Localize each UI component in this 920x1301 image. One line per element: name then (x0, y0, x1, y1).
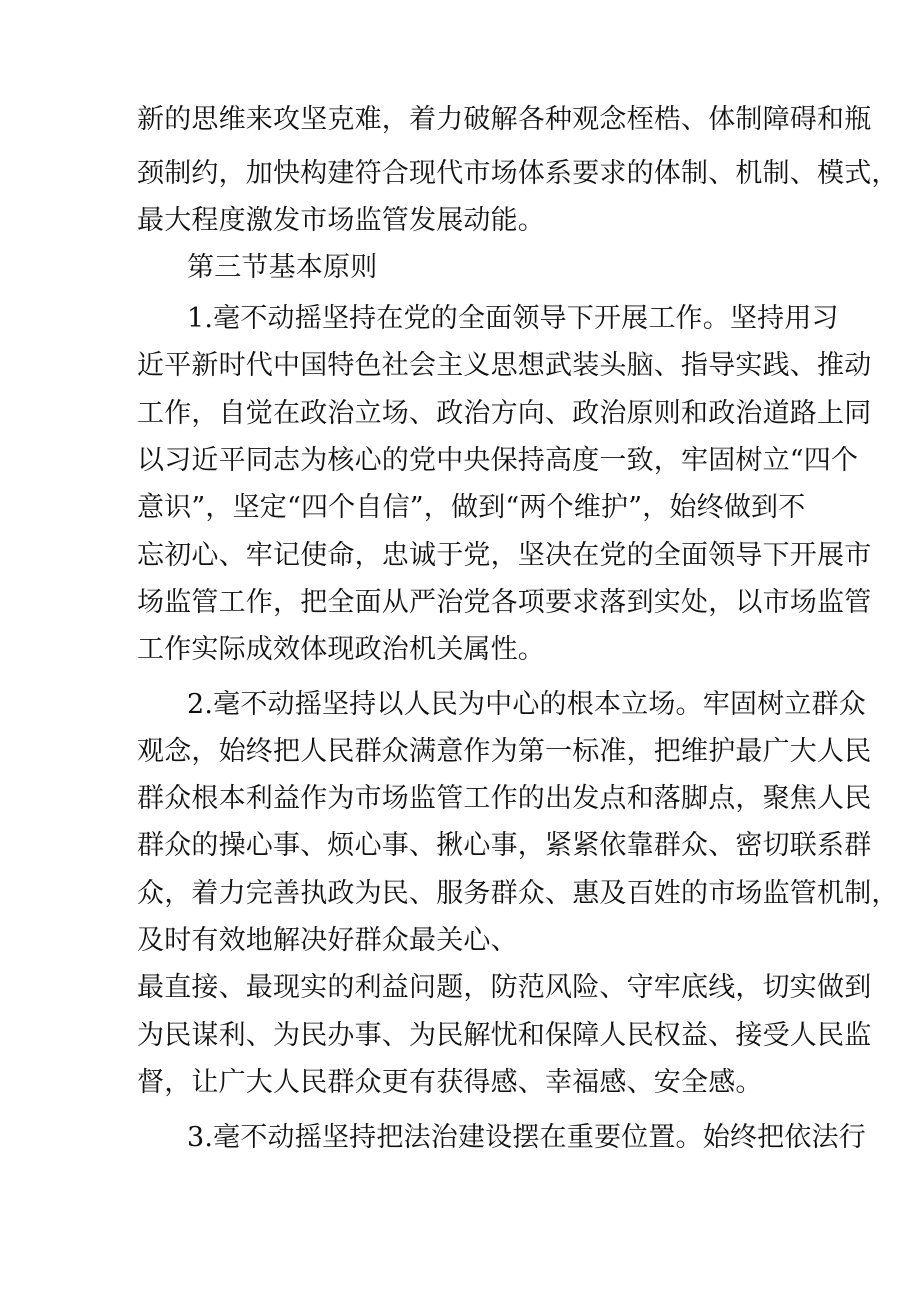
paragraph-line: 最直接、最现实的利益问题，防范风险、守牢底线，切实做到 (137, 972, 872, 1003)
paragraph-line: 近平新时代中国特色社会主义思想武装头脑、指导实践、推动 (137, 350, 872, 381)
paragraph-line: 2.毫不动摇坚持以人民为中心的根本立场。牢固树立群众 (187, 689, 866, 720)
paragraph-line: 观念，始终把人民群众满意作为第一标准，把维护最广大人民 (137, 736, 872, 767)
paragraph-line: 众，着力完善执政为民、服务群众、惠及百姓的市场监管机制， (137, 878, 899, 909)
paragraph-line: 场监管工作，把全面从严治党各项要求落到实处，以市场监管 (137, 587, 872, 618)
paragraph-line: 3.毫不动摇坚持把法治建设摆在重要位置。始终把依法行 (187, 1122, 866, 1153)
paragraph-line: 督，让广大人民群众更有获得感、幸福感、安全感。 (137, 1067, 763, 1098)
paragraph-line: 意识”，坚定“四个自信”，做到“两个维护”，始终做到不 (137, 492, 806, 523)
paragraph-line: 最大程度激发市场监管发展动能。 (137, 205, 545, 236)
paragraph-line: 为民谋利、为民办事、为民解忧和保障人民权益、接受人民监 (137, 1020, 872, 1051)
paragraph-line: 工作实际成效体现政治机关属性。 (137, 634, 545, 665)
section-heading: 第三节基本原则 (187, 252, 378, 283)
paragraph-line: 工作，自觉在政治立场、政治方向、政治原则和政治道路上同 (137, 398, 872, 429)
paragraph-line: 群众根本利益作为市场监管工作的出发点和落脚点，聚焦人民 (137, 783, 872, 814)
paragraph-line: 群众的操心事、烦心事、揪心事，紧紧依靠群众、密切联系群 (137, 830, 872, 861)
paragraph-line: 新的思维来攻坚克难，着力破解各种观念桎梏、体制障碍和瓶 (137, 104, 872, 135)
paragraph-line: 颈制约，加快构建符合现代市场体系要求的体制、机制、模式， (137, 158, 899, 189)
paragraph-line: 忘初心、牢记使命，忠诚于党，坚决在党的全面领导下开展市 (137, 540, 872, 571)
paragraph-line: 以习近平同志为核心的党中央保持高度一致，牢固树立“四个 (137, 445, 859, 476)
paragraph-line: 及时有效地解决好群众最关心、 (137, 925, 518, 956)
paragraph-line: 1.毫不动摇坚持在党的全面领导下开展工作。坚持用习 (187, 303, 839, 334)
